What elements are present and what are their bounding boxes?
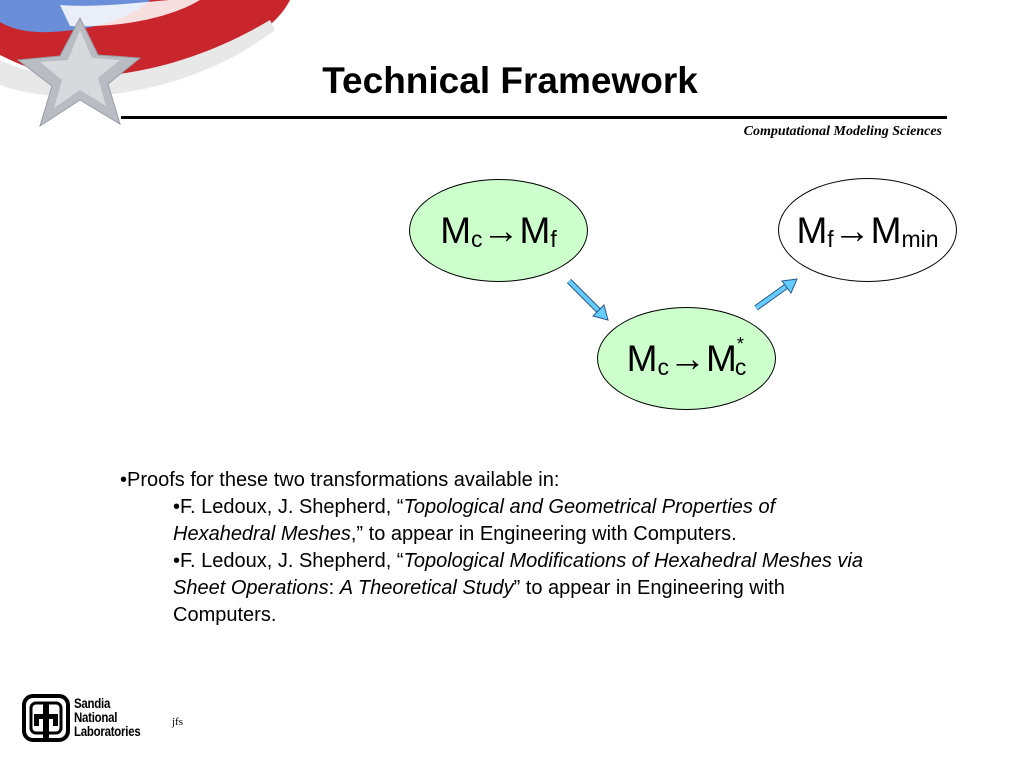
node-main: M bbox=[796, 209, 828, 251]
node-sub: c bbox=[471, 226, 483, 252]
node-main: M bbox=[626, 338, 658, 379]
node-sub: min bbox=[901, 225, 939, 252]
logo-line: National bbox=[74, 710, 118, 725]
node-arrow: → bbox=[668, 338, 706, 379]
ref-title: Topological and Geometrical Properties of Hexahedral Meshes bbox=[173, 496, 776, 545]
node-arrow: → bbox=[482, 210, 520, 251]
sandia-logo bbox=[22, 694, 152, 742]
bullet-reference-1 bbox=[120, 494, 880, 548]
edge-arrow-node2-to-node3 bbox=[756, 279, 797, 308]
node-mc-to-mf bbox=[409, 179, 588, 282]
node-arrow: → bbox=[833, 209, 871, 251]
edge-arrow-node1-to-node2 bbox=[569, 281, 608, 320]
ref-suffix: ” to appear in Engineering with Computers. bbox=[173, 577, 785, 626]
slide-subtitle: Computational Modeling Sciences bbox=[743, 124, 942, 139]
ref-title: Topological Modifications of Hexahedral Meshes via Sheet Operations bbox=[173, 550, 863, 599]
node-sup: * bbox=[736, 333, 744, 354]
node-main: M bbox=[440, 210, 472, 251]
sandia-thunderbird-icon bbox=[22, 694, 70, 742]
node-sub: f bbox=[827, 225, 834, 252]
ref-colon: : bbox=[328, 577, 340, 599]
bullet-intro: •Proofs for these two transformations available in: bbox=[120, 469, 560, 491]
footer-initials: jfs bbox=[172, 716, 183, 728]
logo-line: Laboratories bbox=[74, 724, 141, 739]
node-mc-to-mc-star bbox=[597, 307, 776, 410]
node-sub: c bbox=[734, 354, 747, 380]
node-sub: f bbox=[550, 226, 557, 252]
slide-title: Technical Framework bbox=[322, 60, 698, 101]
ref-prefix: •F. Ledoux, J. Shepherd, “ bbox=[173, 496, 404, 518]
bullet-reference-2 bbox=[120, 548, 880, 629]
logo-text bbox=[74, 697, 140, 739]
ref-subtitle: A Theoretical Study bbox=[339, 577, 514, 599]
bullet-list bbox=[120, 467, 880, 629]
node-main: M bbox=[705, 338, 737, 379]
node-main: M bbox=[519, 210, 551, 251]
logo-line: Sandia bbox=[74, 696, 111, 711]
ref-suffix: ,” to appear in Engineering with Computers. bbox=[350, 523, 737, 545]
node-sub: c bbox=[657, 354, 669, 380]
node-main: M bbox=[870, 209, 902, 251]
ref-prefix: •F. Ledoux, J. Shepherd, “ bbox=[173, 550, 404, 572]
node-mf-to-mmin bbox=[778, 178, 957, 282]
